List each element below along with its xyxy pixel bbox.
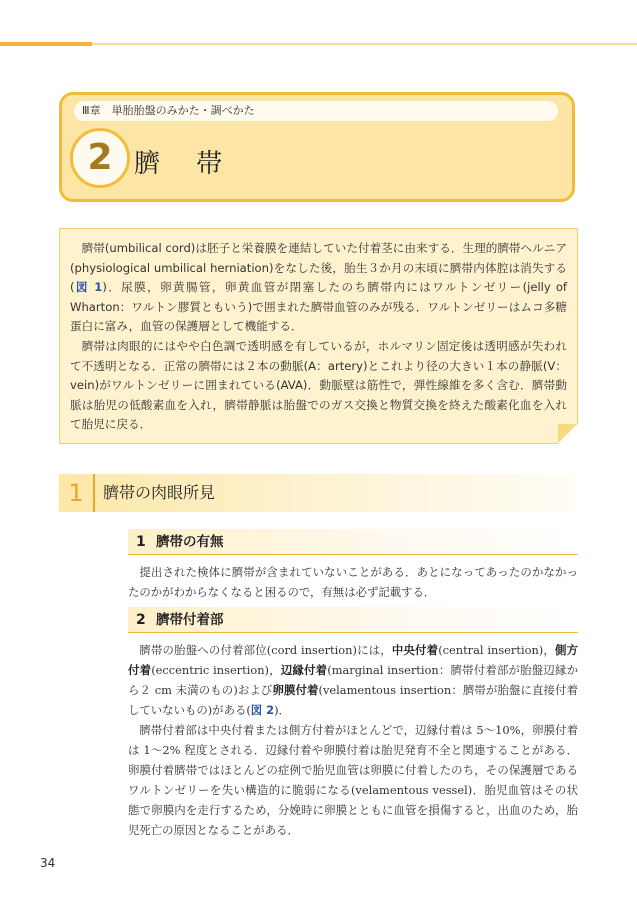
body-text: (marginal insertion：臍帯付着部が胎盤辺縁から２ cm 未満のもの)および	[128, 663, 578, 697]
body-paragraph: 提出された検体に臍帯が含まれていないことがある．あとになってあったのかなかったのかがわからなくなると困るので，有無は必ず記載する．	[128, 565, 578, 599]
body-text: (eccentric insertion)，	[151, 663, 281, 677]
subsection-heading-presence	[128, 529, 578, 555]
term-velamentous: 卵膜付着	[272, 683, 319, 697]
body-paragraph	[128, 640, 578, 720]
top-rule	[0, 43, 637, 45]
figure-1-link[interactable]: 図 1	[74, 280, 103, 295]
section-heading	[59, 474, 578, 512]
section-title: 臍帯の肉眼所見	[103, 483, 216, 502]
subsection-title: 臍帯の有無	[156, 534, 224, 550]
page-curl-fold	[558, 424, 577, 443]
body-text: )．	[274, 703, 290, 717]
summary-text: )．尿膜，卵黄腸管，卵黄血管が閉塞したのち臍帯内にはワルトンゼリー(jelly of Wharton：ワルトン膠質ともいう)で囲まれた臍帯血管のみが残る．ワルトンゼリーはムコ多糖蛋白に富み，血管の保護層として機能する．	[70, 280, 567, 334]
summary-paragraph-2: 臍帯は肉眼的にはやや白色調で透明感を有しているが，ホルマリン固定後は透明感が失われて不透明となる．正常の臍帯には２本の動脈(A：artery)とこれより径の大きい１本の静脈(V：vein)がワルトンゼリーに囲まれている(AVA)．動脈壁は筋性で，弾性線維を多く含む．臍帯動脈は胎児の低酸素血を入れ，臍帯静脈は胎盤でのガス交換と物質交換を終えた酸素化血を入れて胎児に戻る．	[70, 338, 567, 432]
term-eccentric: 側方付着	[128, 643, 578, 677]
body-paragraph: 臍帯付着部は中央付着または側方付着がほとんどで，辺縁付着は 5～10%，卵膜付着は 1～2% 程度とされる．辺縁付着や卵膜付着は胎児発育不全と関連することがある．卵膜付着臍帯ではほとんどの症例で胎児血管は卵膜に付着したのち，その保護層であるワルトンゼリーを失い構造的に脆弱になる(velamentous vessel)．胎児血管はその状態で卵膜内を走行するため，分娩時に卵膜とともに血管を損傷すると，出血のため，胎児死亡の原因となることがある．	[128, 723, 578, 837]
subsection-number: 2	[136, 612, 146, 628]
chapter-number-badge: 2	[70, 128, 130, 188]
chapter-header-box	[59, 92, 575, 202]
subsection-1-body	[128, 562, 578, 602]
term-marginal: 辺縁付着	[280, 663, 328, 677]
chapter-title: 臍 帯	[134, 149, 237, 179]
body-text: 臍帯の胎盤への付着部位(cord insertion)には，	[139, 643, 392, 657]
body-text: (central insertion)，	[438, 643, 555, 657]
top-rule-accent	[0, 42, 92, 46]
section-number: 1	[68, 479, 84, 507]
subsection-number: 1	[136, 534, 146, 550]
summary-paragraph-1	[70, 239, 567, 337]
page-number: 34	[40, 856, 56, 870]
summary-text: 臍帯(umbilical cord)は胚子と栄養膜を連結していた付着茎に由来する．生理的臍帯ヘルニア(physiological umbilical herniation)をなした後，胎生３か月の末頃に臍帯内体腔は消失する(	[70, 241, 567, 295]
subsection-2-body	[128, 640, 578, 840]
subsection-title: 臍帯付着部	[156, 612, 224, 628]
chapter-tag: Ⅲ章 単胎胎盤のみかた・調べかた	[74, 101, 558, 121]
body-text: (velamentous insertion：臍帯が胎盤に直接付着していないもの)がある(	[128, 683, 578, 717]
subsection-heading-insertion	[128, 607, 578, 633]
summary-box	[59, 228, 578, 444]
term-central: 中央付着	[391, 643, 439, 657]
section-divider	[93, 474, 95, 512]
figure-2-link[interactable]: 図 2	[250, 703, 275, 717]
